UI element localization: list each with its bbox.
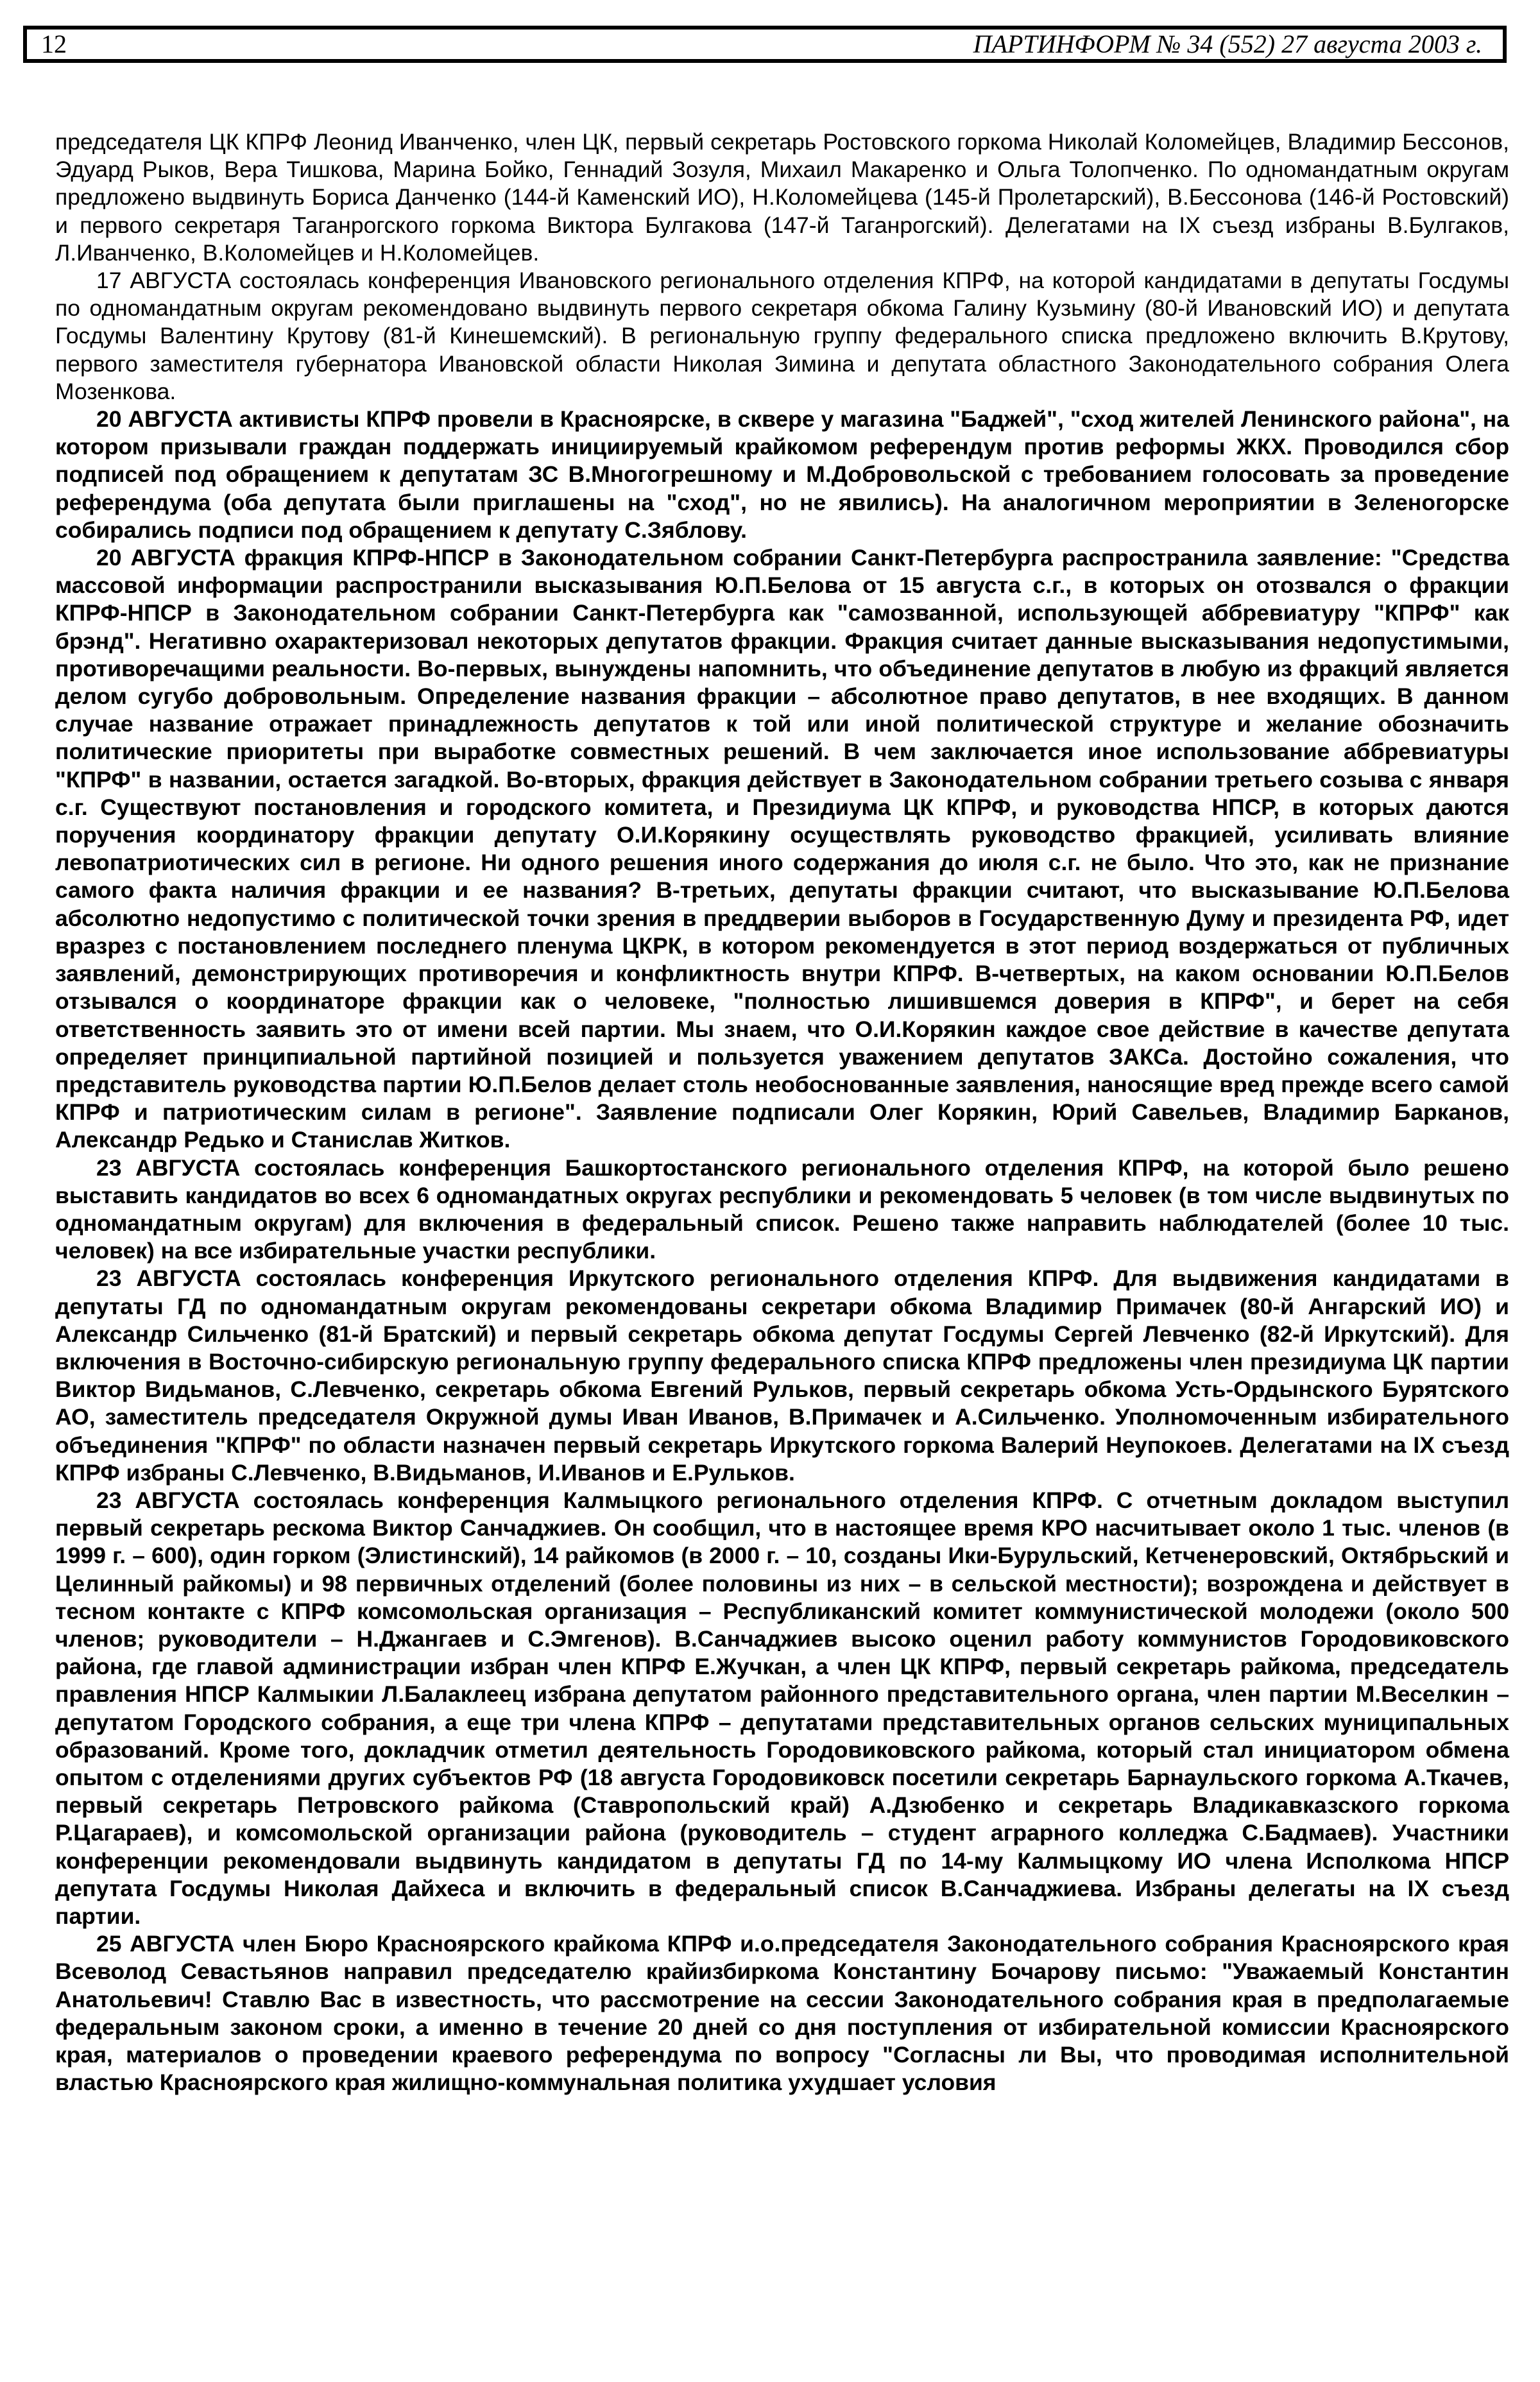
paragraph-krasnoyarsk-letter: 25 АВГУСТА член Бюро Красноярского крайкома КПРФ и.о.председателя Законодательного собрания Красноярского края Всеволод Севастьянов направил председателю крайизбиркома Константину Бочарову письмо: "Уважаемый Константин Анатольевич! Ставлю Вас в известность, что рассмотрение на сессии Законодательного собрания края в предполагаемые федеральным законом сроки, а именно в течение 20 дней со дня поступления от избирательной комиссии Красноярского края, материалов о проведении краевого референдума по вопросу "Согласны ли Вы, что проводимая исполнительной властью Красноярского края жилищно-коммунальная политика ухудшает условия: [55, 1931, 1509, 2096]
page-number: 12: [41, 30, 67, 58]
paragraph-krasnoyarsk-referendum: 20 АВГУСТА активисты КПРФ провели в Красноярске, в сквере у магазина "Баджей", "сход жителей Ленинского района", на котором призывали граждан поддержать инициируемый крайкомом референдум против реформы ЖКХ. Проводился сбор подписей под обращением к депутатам ЗС В.Многогрешному и М.Добровольской с требованием голосовать за проведение референдума (оба депутата были приглашены на "сход", но не явились). На аналогичном мероприятии в Зеленогорске собирались подписи под обращением к депутату С.Зяблову.: [55, 406, 1509, 543]
page-header: [23, 26, 1507, 63]
paragraph-spb-faction: 20 АВГУСТА фракция КПРФ-НПСР в Законодательном собрании Санкт-Петербурга распространила заявление: "Средства массовой информации распространили высказывания Ю.П.Белова от 15 августа с.г., в которых он отозвался о фракции КПРФ-НПСР в Законодательном собрании Санкт-Петербурга как "самозванной, использующей аббревиатуру "КПРФ" как брэнд". Негативно охарактеризовал некоторых депутатов фракции. Фракция считает данные высказывания недопустимыми, противоречащими реальности. Во-первых, вынуждены напомнить, что объединение депутатов в любую из фракций является делом сугубо добровольным. Определение названия фракции – абсолютное право депутатов, в нее входящих. В данном случае название отражает принадлежность депутатов к той или иной политической структуре и желание обозначить политические приоритеты при выработке совместных решений. В чем заключается иное использование аббревиатуры "КПРФ" в названии, остается загадкой. Во-вторых, фракция действует в Законодательном собрании третьего созыва с января с.г. Существуют постановления и городского комитета, и Президиума ЦК КПРФ, и руководства НПСР, в которых даются поручения координатору фракции депутату О.И.Корякину осуществлять руководство фракцией, усиливать влияние левопатриотических сил в регионе. Ни одного решения иного содержания до июля с.г. не было. Что это, как не признание самого факта наличия фракции и ее названия? В-третьих, депутаты фракции считают, что высказывание Ю.П.Белова абсолютно недопустимо с политической точки зрения в преддверии выборов в Государственную Думу и президента РФ, идет вразрез с постановлением последнего пленума ЦКРК, в котором рекомендуется в этот период воздержаться от публичных заявлений, демонстрирующих противоречия и конфликтность внутри КПРФ. В-четвертых, на каком основании Ю.П.Белов отзывался о координаторе фракции как о человеке, "полностью лишившемся доверия в КПРФ", и берет на себя ответственность заявить это от имени всей партии. Мы знаем, что О.И.Корякин каждое свое действие в качестве депутата определяет принципиальной партийной позицией и пользуется уважением депутатов ЗАКСа. Достойно сожаления, что представитель руководства партии Ю.П.Белов делает столь необоснованные заявления, наносящие вред прежде всего самой КПРФ и патриотическим силам в регионе". Заявление подписали Олег Корякин, Юрий Савельев, Владимир Барканов, Александр Редько и Станислав Житков.: [55, 545, 1509, 1153]
paragraph-irkutsk: 23 АВГУСТА состоялась конференция Иркутского регионального отделения КПРФ. Для выдвижения кандидатами в депутаты ГД по одномандатным округам рекомендованы секретари обкома Владимир Примачек (80-й Ангарский ИО) и Александр Сильченко (81-й Братский) и первый секретарь обкома депутат Госдумы Сергей Левченко (82-й Иркутский). Для включения в Восточно-сибирскую региональную группу федерального списка КПРФ предложены член президиума ЦК партии Виктор Видьманов, С.Левченко, секретарь обкома Евгений Рульков, первый секретарь обкома Усть-Ордынского Бурятского АО, заместитель председателя Окружной думы Иван Иванов, В.Примачек и А.Сильченко. Уполномоченным избирательного объединения "КПРФ" по области назначен первый секретарь Иркутского горкома Валерий Неупокоев. Делегатами на IX съезд КПРФ избраны С.Левченко, В.Видьманов, И.Иванов и Е.Рульков.: [55, 1265, 1509, 1486]
paragraph-ivanovo: 17 АВГУСТА состоялась конференция Ивановского регионального отделения КПРФ, на которой кандидатами в депутаты Госдумы по одномандатным округам рекомендовано выдвинуть первого секретаря обкома Галину Кузьмину (80-й Ивановский ИО) и депутата Госдумы Валентину Крутову (81-й Кинешемский). В региональную группу федерального списка предложено включить В.Крутову, первого заместителя губернатора Ивановской области Николая Зимина и депутата областного Законодательного собрания Олега Мозенкова.: [55, 268, 1509, 404]
paragraph-rostov: председателя ЦК КПРФ Леонид Иванченко, член ЦК, первый секретарь Ростовского горкома Николай Коломейцев, Владимир Бессонов, Эдуард Рыков, Вера Тишкова, Марина Бойко, Геннадий Зозуля, Михаил Макаренко и Ольга Толопченко. По одномандатным округам предложено выдвинуть Бориса Данченко (144-й Каменский ИО), Н.Коломейцева (145-й Пролетарский), В.Бессонова (146-й Ростовский) и первого секретаря Таганрогского горкома Виктора Булгакова (147-й Таганрогский). Делегатами на IX съезд избраны В.Булгаков, Л.Иванченко, В.Коломейцев и Н.Коломейцев.: [55, 129, 1509, 266]
issue-line: ПАРТИНФОРМ № 34 (552) 27 августа 2003 г.: [973, 30, 1482, 58]
paragraph-bashkortostan: 23 АВГУСТА состоялась конференция Башкортостанского регионального отделения КПРФ, на которой было решено выставить кандидатов во всех 6 одномандатных округах республики и рекомендовать 5 человек (в том числе выдвинутых по одномандатным округам) для включения в федеральный список. Решено также направить наблюдателей (более 10 тыс. человек) на все избирательные участки республики.: [55, 1154, 1509, 1264]
paragraph-kalmykia: 23 АВГУСТА состоялась конференция Калмыцкого регионального отделения КПРФ. С отчетным докладом выступил первый секретарь рескома Виктор Санчаджиев. Он сообщил, что в настоящее время КРО насчитывает около 1 тыс. членов (в 1999 г. – 600), один горком (Элистинский), 14 райкомов (в 2000 г. – 10, созданы Ики-Бурульский, Кетченеровский, Октябрьский и Целинный райкомы) и 98 первичных отделений (более половины из них – в сельской местности); возрождена и действует в тесном контакте с КПРФ комсомольская организация – Республиканский комитет коммунистической молодежи (около 500 членов; руководители – Н.Джангаев и С.Эмгенов). В.Санчаджиев высоко оценил работу коммунистов Городовиковского района, где главой администрации избран член КПРФ Е.Жучкан, а член ЦК КПРФ, первый секретарь райкома, председатель правления НПСР Калмыкии Л.Балаклеец избрана депутатом районного представительного органа, член партии М.Веселкин – депутатом Городского собрания, а еще три члена КПРФ – депутатами представительных органов сельских муниципальных образований. Кроме того, докладчик отметил деятельность Городовиковского райкома, который стал инициатором обмена опытом с отделениями других субъектов РФ (18 августа Городовиковск посетили секретарь Барнаульского горкома А.Ткачев, первый секретарь Петровского райкома (Ставропольский край) А.Дзюбенко и секретарь Владикавказского горкома Р.Цагараев), и комсомольской организации района (руководитель – студент аграрного колледжа С.Бадмаев). Участники конференции рекомендовали выдвинуть кандидатом в депутаты ГД по 14-му Калмыцкому ИО члена Исполкома НПСР депутата Госдумы Николая Дайхеса и включить в федеральный список В.Санчаджиева. Избраны делегаты на IX съезд партии.: [55, 1487, 1509, 1929]
article-body: [55, 128, 1509, 2096]
